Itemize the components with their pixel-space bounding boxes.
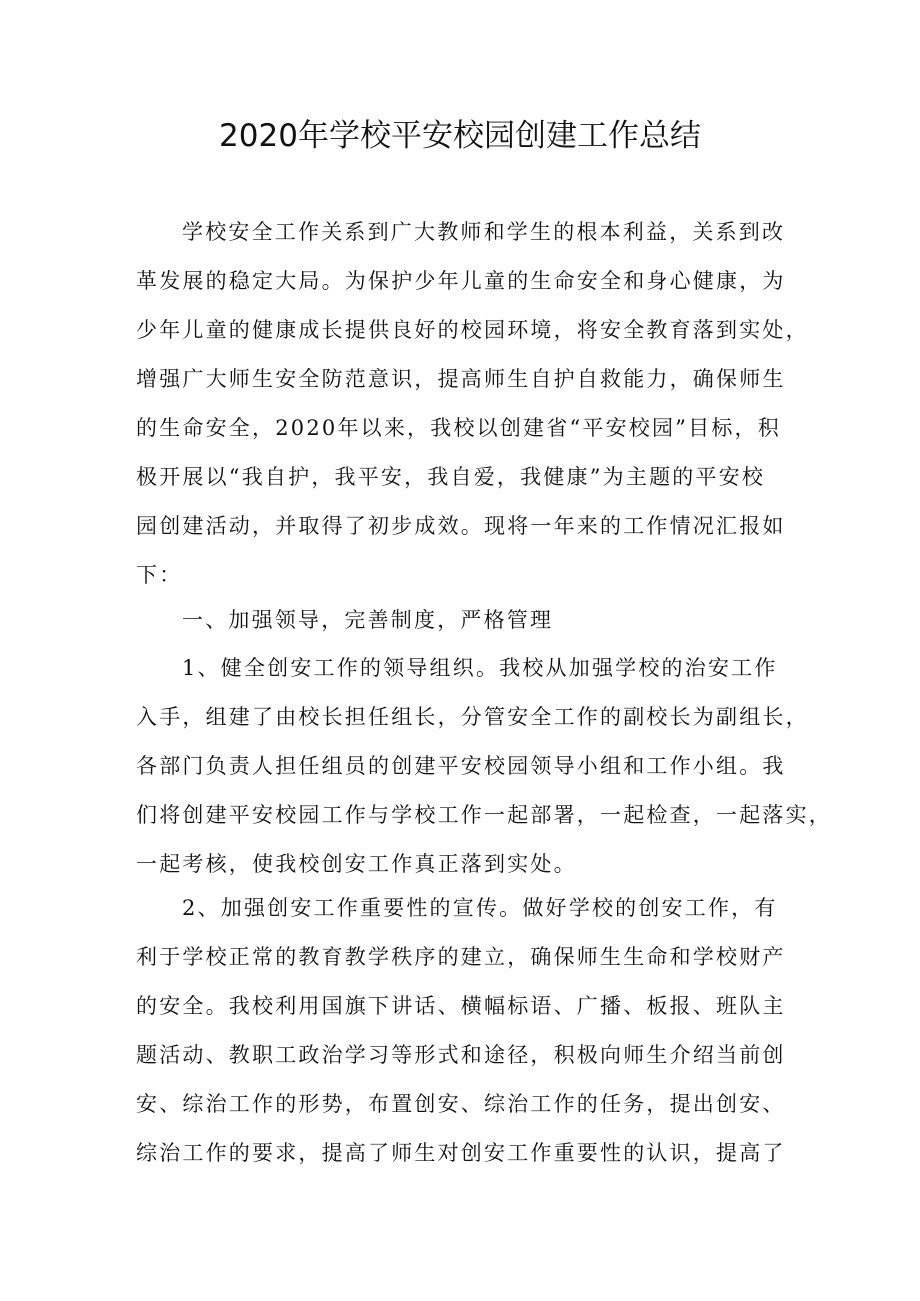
text-line: 下： bbox=[136, 563, 183, 587]
text-line: 一起考核，使我校创安工作真正落到实处。 bbox=[136, 852, 577, 876]
text-line: 们将创建平安校园工作与学校工作一起部署，一起检查，一起落实， bbox=[136, 803, 832, 827]
text-line: 利于学校正常的教育教学秩序的建立，确保师生生命和学校财产 bbox=[136, 945, 786, 969]
text-line: 增强广大师生安全防范意识，提高师生自护自救能力，确保师生 bbox=[136, 367, 786, 391]
paragraph-item-1 bbox=[136, 644, 832, 889]
text-line: 革发展的稳定大局。为保护少年儿童的生命安全和身心健康，为 bbox=[136, 269, 786, 293]
text-line: 园创建活动，并取得了初步成效。现将一年来的工作情况汇报如 bbox=[136, 514, 786, 538]
text-line: 的生命安全，2020年以来，我校以创建省“平安校园”目标，积 bbox=[136, 416, 781, 440]
text-line: 题活动、教职工政治学习等形式和途径，积极向师生介绍当前创 bbox=[136, 1043, 786, 1067]
paragraph-item-2 bbox=[136, 884, 796, 1178]
text-line: 极开展以“我自护，我平安，我自爱，我健康”为主题的平安校 bbox=[136, 465, 766, 489]
text-line: 学校安全工作关系到广大教师和学生的根本利益，关系到改 bbox=[182, 220, 786, 244]
section-heading bbox=[136, 596, 796, 645]
text-line: 少年儿童的健康成长提供良好的校园环境，将安全教育落到实处， bbox=[136, 318, 809, 342]
text-line: 的安全。我校利用国旗下讲话、横幅标语、广播、板报、班队主 bbox=[136, 994, 786, 1018]
text-line: 入手，组建了由校长担任组长，分管安全工作的副校长为副组长， bbox=[136, 705, 809, 729]
text-line: 安、综治工作的形势，布置创安、综治工作的任务，提出创安、 bbox=[136, 1092, 786, 1116]
text-line: 各部门负责人担任组员的创建平安校园领导小组和工作小组。我 bbox=[136, 754, 786, 778]
text-line: 综治工作的要求，提高了师生对创安工作重要性的认识，提高了 bbox=[136, 1141, 786, 1165]
text-line: 1、健全创安工作的领导组织。我校从加强学校的治安工作 bbox=[182, 656, 778, 680]
document-title: 2020年学校平安校园创建工作总结 bbox=[219, 118, 701, 154]
paragraph-intro bbox=[136, 208, 809, 600]
text-line: 2、加强创安工作重要性的宣传。做好学校的创安工作，有 bbox=[182, 896, 778, 920]
text-line: 一、加强领导，完善制度，严格管理 bbox=[182, 608, 554, 632]
